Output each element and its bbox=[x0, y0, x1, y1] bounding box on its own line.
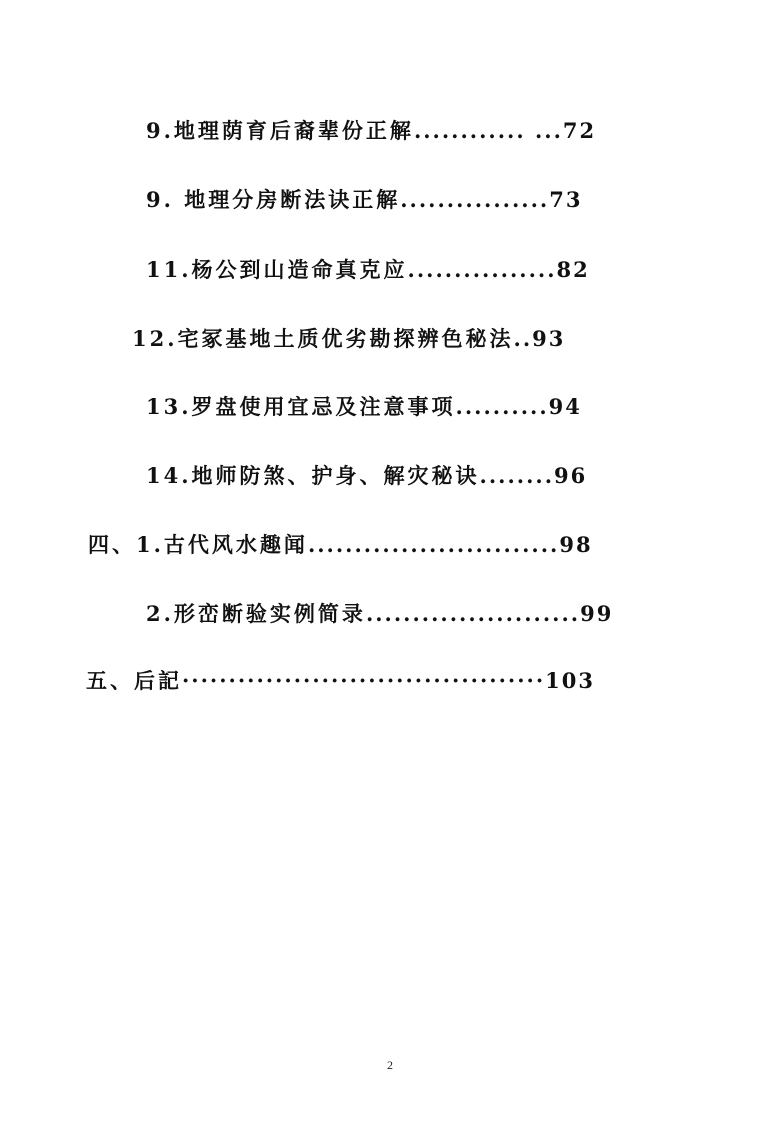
toc-entry-title: 12.宅冢基地土质优劣勘探辨色秘法 bbox=[132, 326, 514, 351]
toc-entry bbox=[146, 183, 582, 217]
toc-entry bbox=[146, 114, 596, 148]
toc-entry-title: 五、后記 bbox=[86, 668, 182, 693]
toc-leader-dots: ................ bbox=[407, 257, 557, 282]
toc-page-number: 99 bbox=[580, 601, 614, 626]
toc-leader-dots: ........ bbox=[479, 463, 555, 488]
page-footer-number: 2 bbox=[387, 1058, 393, 1072]
toc-entry-title: 13.罗盘使用宜忌及注意事项 bbox=[146, 394, 456, 419]
toc-entry-title: 14.地师防煞、护身、解灾秘诀 bbox=[146, 463, 480, 488]
toc-page-number: 82 bbox=[556, 257, 590, 282]
toc-leader-dots: ........................... bbox=[307, 532, 560, 557]
toc-entry bbox=[86, 664, 595, 698]
toc-leader-dots: .. bbox=[513, 326, 533, 351]
toc-entry bbox=[132, 322, 565, 356]
toc-entry bbox=[88, 528, 593, 562]
toc-entry bbox=[146, 390, 582, 424]
toc-leader-dots: ······································· bbox=[182, 668, 546, 693]
toc-entry-title: 2.形峦断验实例简录 bbox=[146, 601, 366, 626]
toc-entry-title: 9.地理荫育后裔辈份正解 bbox=[146, 118, 414, 143]
toc-entry bbox=[146, 459, 587, 493]
toc-entry-title: 四、1.古代风水趣闻 bbox=[88, 532, 308, 557]
toc-page-number: 93 bbox=[532, 326, 566, 351]
toc-page-number: 94 bbox=[548, 394, 582, 419]
toc-page-number: 98 bbox=[559, 532, 593, 557]
toc-page-number: 103 bbox=[545, 668, 595, 693]
toc-entry bbox=[146, 253, 590, 287]
toc-entry-title: 11.杨公到山造命真克应 bbox=[146, 257, 408, 282]
toc-leader-dots: ....................... bbox=[365, 601, 581, 626]
toc-leader-dots: ................ bbox=[400, 187, 550, 212]
toc-page-number: 72 bbox=[562, 118, 597, 143]
toc-leader-dots: ............ ... bbox=[413, 118, 563, 143]
toc-page-number: 96 bbox=[554, 463, 588, 488]
toc-leader-dots: .......... bbox=[455, 394, 549, 419]
toc-entry bbox=[146, 597, 613, 631]
toc-entry-title: 9. 地理分房断法诀正解 bbox=[146, 187, 401, 212]
toc-page-number: 73 bbox=[549, 187, 583, 212]
